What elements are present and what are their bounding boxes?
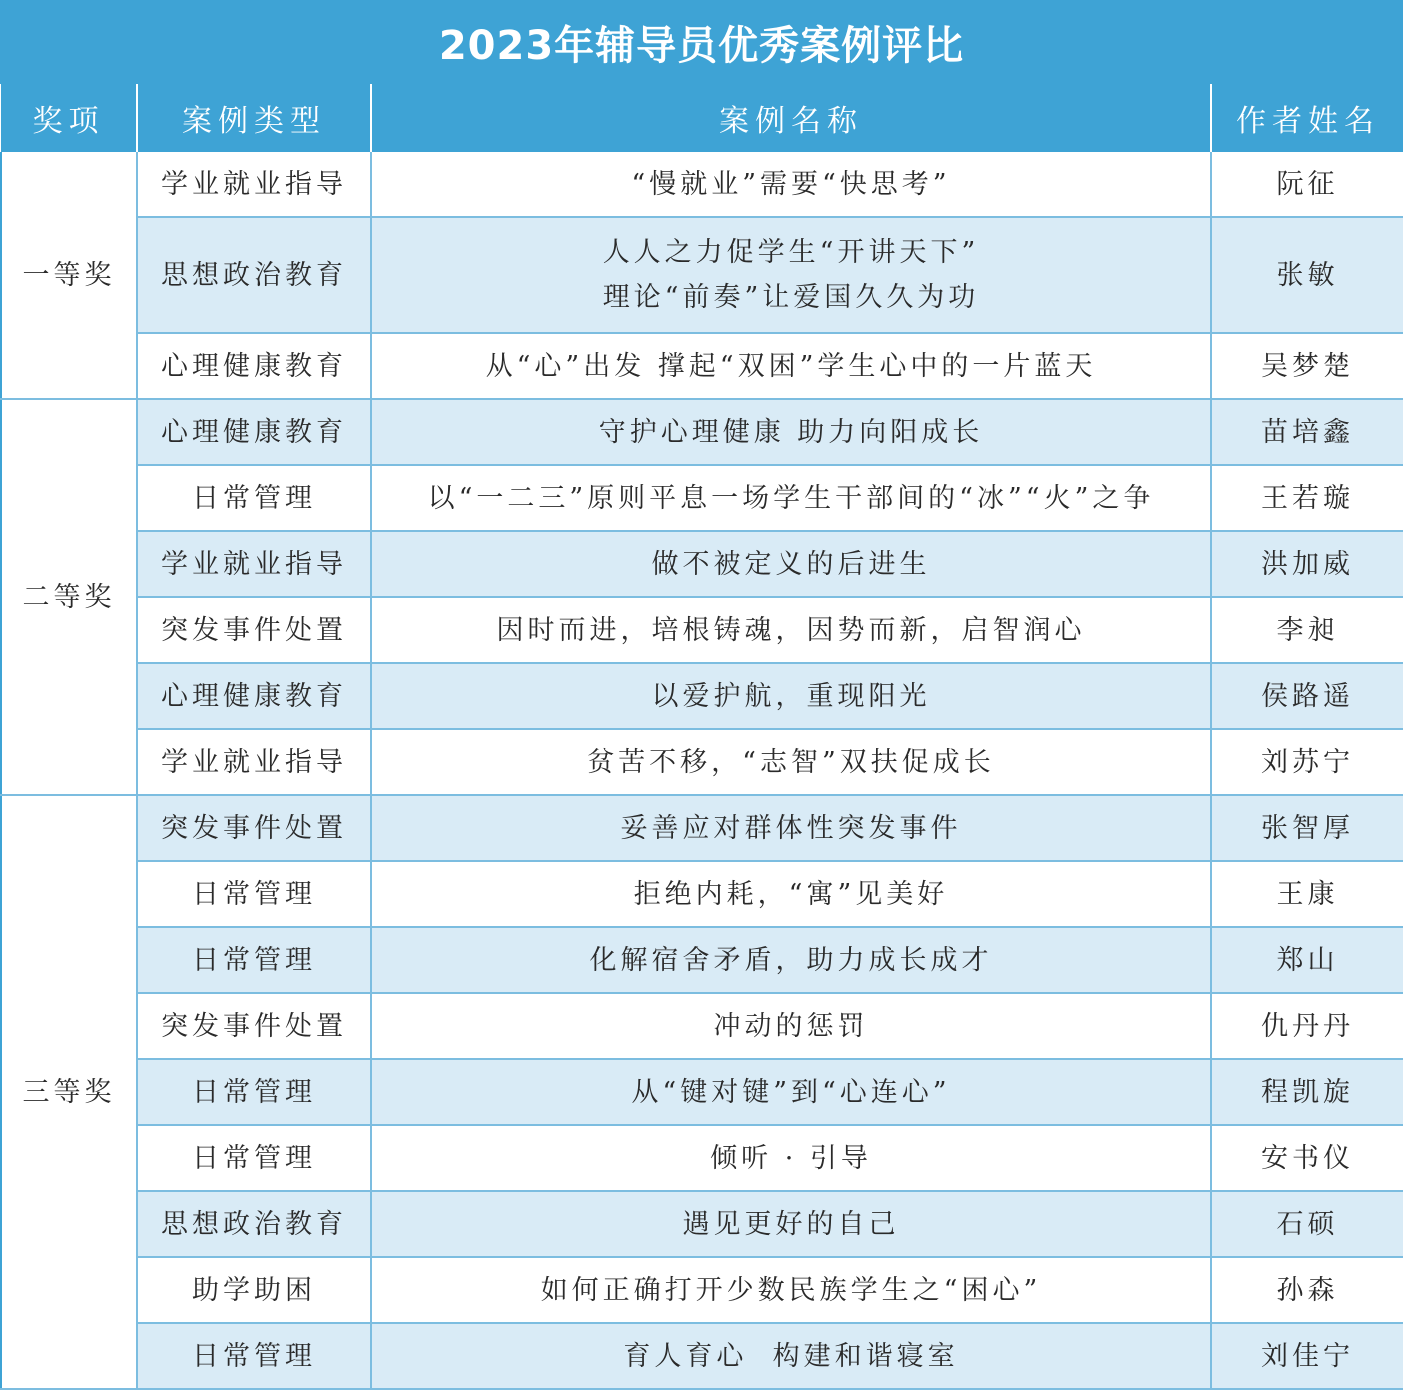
case-name: 妥善应对群体性突发事件 — [371, 795, 1211, 861]
author-name: 侯路遥 — [1211, 663, 1403, 729]
case-type: 日常管理 — [137, 927, 371, 993]
header-author: 作者姓名 — [1211, 84, 1403, 152]
award-third: 三等奖 — [1, 795, 137, 1389]
case-type: 日常管理 — [137, 1125, 371, 1191]
author-name: 王康 — [1211, 861, 1403, 927]
case-name: 遇见更好的自己 — [371, 1191, 1211, 1257]
table-row — [1, 1191, 1403, 1257]
table-row — [1, 927, 1403, 993]
table-row — [1, 465, 1403, 531]
award-first: 一等奖 — [1, 152, 137, 399]
header-row — [1, 84, 1403, 152]
case-name: 守护心理健康 助力向阳成长 — [371, 399, 1211, 465]
table-row — [1, 152, 1403, 217]
case-name: 育人育心 构建和谐寝室 — [371, 1323, 1211, 1389]
table-row — [1, 729, 1403, 795]
case-type: 心理健康教育 — [137, 333, 371, 399]
case-name-line-1: 人人之力促学生“开讲天下” — [602, 237, 980, 268]
case-name: 贫苦不移，“志智”双扶促成长 — [371, 729, 1211, 795]
header-type: 案例类型 — [137, 84, 371, 152]
page-title: 2023年辅导员优秀案例评比 — [0, 0, 1403, 84]
author-name: 刘苏宁 — [1211, 729, 1403, 795]
header-award: 奖项 — [1, 84, 137, 152]
case-name: 做不被定义的后进生 — [371, 531, 1211, 597]
case-type: 日常管理 — [137, 1059, 371, 1125]
awards-table — [0, 84, 1403, 1390]
table-row — [1, 993, 1403, 1059]
case-type: 日常管理 — [137, 861, 371, 927]
table-row — [1, 861, 1403, 927]
author-name: 石硕 — [1211, 1191, 1403, 1257]
author-name: 孙森 — [1211, 1257, 1403, 1323]
author-name: 郑山 — [1211, 927, 1403, 993]
case-type: 突发事件处置 — [137, 795, 371, 861]
case-type: 学业就业指导 — [137, 729, 371, 795]
case-type: 日常管理 — [137, 1323, 371, 1389]
case-type: 学业就业指导 — [137, 531, 371, 597]
case-type: 思想政治教育 — [137, 1191, 371, 1257]
table-row — [1, 597, 1403, 663]
case-type: 思想政治教育 — [137, 217, 371, 333]
case-name: 如何正确打开少数民族学生之“困心” — [371, 1257, 1211, 1323]
table-row — [1, 795, 1403, 861]
table-row — [1, 1323, 1403, 1389]
table-row — [1, 399, 1403, 465]
case-name: 拒绝内耗，“寓”见美好 — [371, 861, 1211, 927]
author-name: 张敏 — [1211, 217, 1403, 333]
header-name: 案例名称 — [371, 84, 1211, 152]
author-name: 张智厚 — [1211, 795, 1403, 861]
case-name: 从“键对键”到“心连心” — [371, 1059, 1211, 1125]
author-name: 刘佳宁 — [1211, 1323, 1403, 1389]
author-name: 仇丹丹 — [1211, 993, 1403, 1059]
award-second: 二等奖 — [1, 399, 137, 795]
table-row — [1, 1059, 1403, 1125]
author-name: 吴梦楚 — [1211, 333, 1403, 399]
author-name: 苗培鑫 — [1211, 399, 1403, 465]
case-name: 以爱护航，重现阳光 — [371, 663, 1211, 729]
case-name: “慢就业”需要“快思考” — [371, 152, 1211, 217]
case-type: 突发事件处置 — [137, 993, 371, 1059]
case-name: 因时而进，培根铸魂，因势而新，启智润心 — [371, 597, 1211, 663]
table-row — [1, 531, 1403, 597]
author-name: 阮征 — [1211, 152, 1403, 217]
case-name — [371, 217, 1211, 333]
case-name: 以“一二三”原则平息一场学生干部间的“冰”“火”之争 — [371, 465, 1211, 531]
table-row — [1, 1257, 1403, 1323]
author-name: 王若璇 — [1211, 465, 1403, 531]
case-type: 心理健康教育 — [137, 399, 371, 465]
case-name-line-2: 理论“前奏”让爱国久久为功 — [602, 282, 980, 313]
case-type: 助学助困 — [137, 1257, 371, 1323]
author-name: 程凯旋 — [1211, 1059, 1403, 1125]
case-name: 倾听 · 引导 — [371, 1125, 1211, 1191]
case-type: 心理健康教育 — [137, 663, 371, 729]
author-name: 洪加威 — [1211, 531, 1403, 597]
table-row — [1, 217, 1403, 333]
case-type: 突发事件处置 — [137, 597, 371, 663]
table-row — [1, 1125, 1403, 1191]
case-name: 冲动的惩罚 — [371, 993, 1211, 1059]
case-type: 学业就业指导 — [137, 152, 371, 217]
author-name: 李昶 — [1211, 597, 1403, 663]
case-name: 从“心”出发 撑起“双困”学生心中的一片蓝天 — [371, 333, 1211, 399]
author-name: 安书仪 — [1211, 1125, 1403, 1191]
table-row — [1, 663, 1403, 729]
case-type: 日常管理 — [137, 465, 371, 531]
case-name: 化解宿舍矛盾，助力成长成才 — [371, 927, 1211, 993]
table-row — [1, 333, 1403, 399]
